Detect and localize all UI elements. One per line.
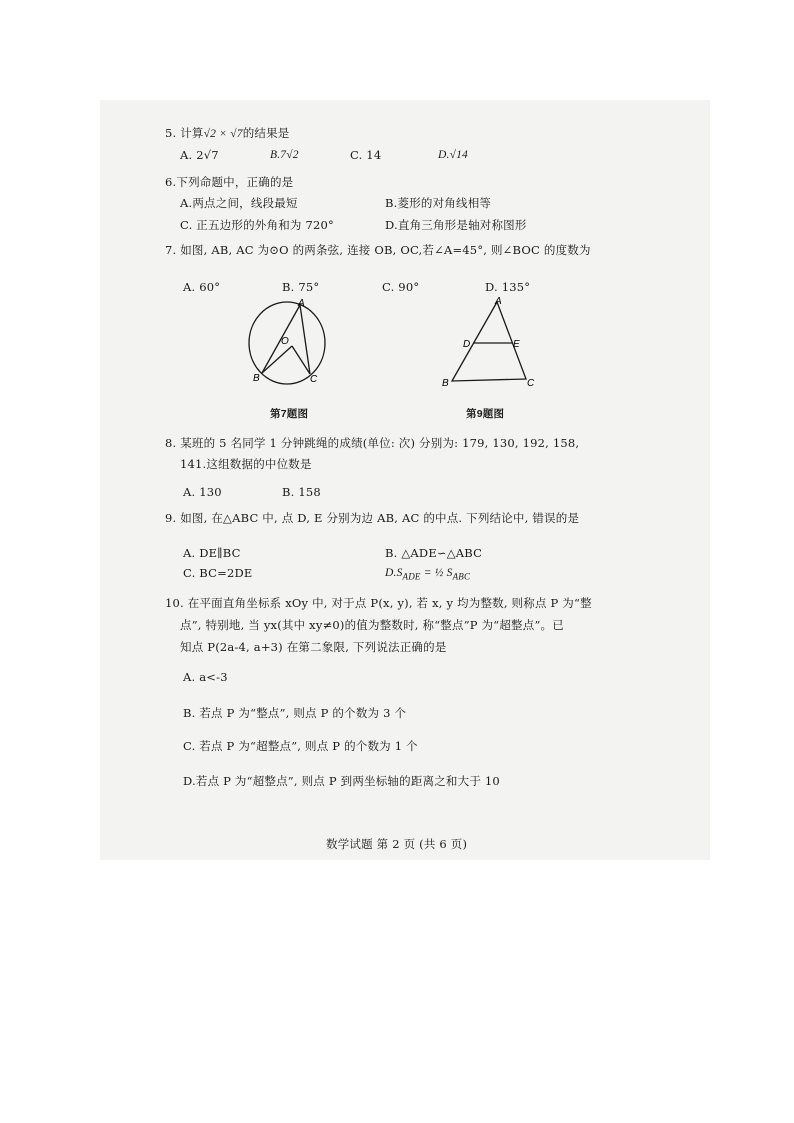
q10-stem-line1: 10. 在平面直角坐标系 xOy 中, 对于点 P(x, y), 若 x, y 均为整数, 则称点 P 为“整 [165,596,592,610]
q10-option-c: C. 若点 P 为“超整点”, 则点 P 的个数为 1 个 [183,739,418,753]
point-c-label: C [310,374,318,385]
segment-ob [262,346,292,373]
q9-option-c: C. BC=2DE [183,566,253,580]
q5-option-a: A. 2√7 [180,148,219,162]
q6-stem: 6.下列命题中，正确的是 [165,175,294,189]
q5-stem [165,126,290,141]
point-c-label: C [527,378,535,389]
figure-7-circle-diagram [240,296,340,396]
q5-option-c: C. 14 [350,148,382,162]
q6-option-d: D.直角三角形是轴对称图形 [385,218,527,232]
q8-stem-line1: 8. 某班的 5 名同学 1 分钟跳绳的成绩(单位: 次) 分别为: 179, 130, 192, 158, [165,436,580,450]
q8-option-b: B. 158 [282,485,321,499]
q7-stem: 7. 如图, AB, AC 为⊙O 的两条弦, 连接 OB, OC,若∠A=45°, 则∠BOC 的度数为 [165,243,591,257]
q9-option-a: A. DE∥BC [183,546,241,560]
q9-option-d-sub1: ADE [402,571,421,582]
q5-stem-suffix: 的结果是 [242,126,290,140]
q7-option-c: C. 90° [382,280,420,294]
q10-option-a: A. a<-3 [183,670,228,684]
q9-option-d-sub2: ABC [452,571,471,582]
q10-option-d: D.若点 P 为“超整点”, 则点 P 到两坐标轴的距离之和大于 10 [183,774,500,788]
point-d-label: D [463,339,471,350]
q10-stem-line2: 点”, 特别地, 当 yx(其中 xy≠0)的值为整数时, 称“整点”P 为“超整点”。已 [180,618,564,632]
q9-option-b: B. △ADE∽△ABC [385,546,483,560]
q7-option-b: B. 75° [282,280,320,294]
q8-option-a: A. 130 [183,485,222,499]
q10-option-b: B. 若点 P 为“整点”, 则点 P 的个数为 3 个 [183,706,407,720]
q9-option-d [385,566,470,583]
figure-9-triangle-diagram [435,294,545,394]
q5-option-b: B.7√2 [270,149,299,161]
point-b-label: B [442,378,449,389]
segment-oc [292,346,310,374]
q9-stem: 9. 如图, 在△ABC 中, 点 D, E 分别为边 AB, AC 的中点. 下列结论中, 错误的是 [165,511,580,525]
point-o-label: O [281,336,289,347]
q5-stem-prefix: 5. 计算 [165,126,204,140]
point-a-label: A [298,298,305,309]
page-footer: 数学试题 第 2 页 (共 6 页) [326,837,468,851]
point-b-label: B [253,373,260,384]
q9-option-d-mid: = ½ S [420,567,453,579]
q7-option-d: D. 135° [485,280,531,294]
q6-option-b: B.菱形的对角线相等 [385,196,492,210]
q9-option-d-prefix: D.S [385,567,403,579]
point-e-label: E [513,339,520,350]
figure-9-caption: 第9题图 [466,408,505,420]
q6-option-a: A.两点之间，线段最短 [180,196,298,210]
chord-ac [300,305,310,374]
q6-option-c: C. 正五边形的外角和为 720° [180,218,334,232]
q5-option-d: D.√14 [438,149,468,161]
q7-option-a: A. 60° [183,280,221,294]
q8-stem-line2: 141.这组数据的中位数是 [180,457,312,471]
point-a-label: A [495,296,502,307]
q5-stem-math: √2 × √7 [203,128,243,140]
q10-stem-line3: 知点 P(2a-4, a+3) 在第二象限, 下列说法正确的是 [180,640,447,654]
figure-7-caption: 第7题图 [270,408,309,420]
